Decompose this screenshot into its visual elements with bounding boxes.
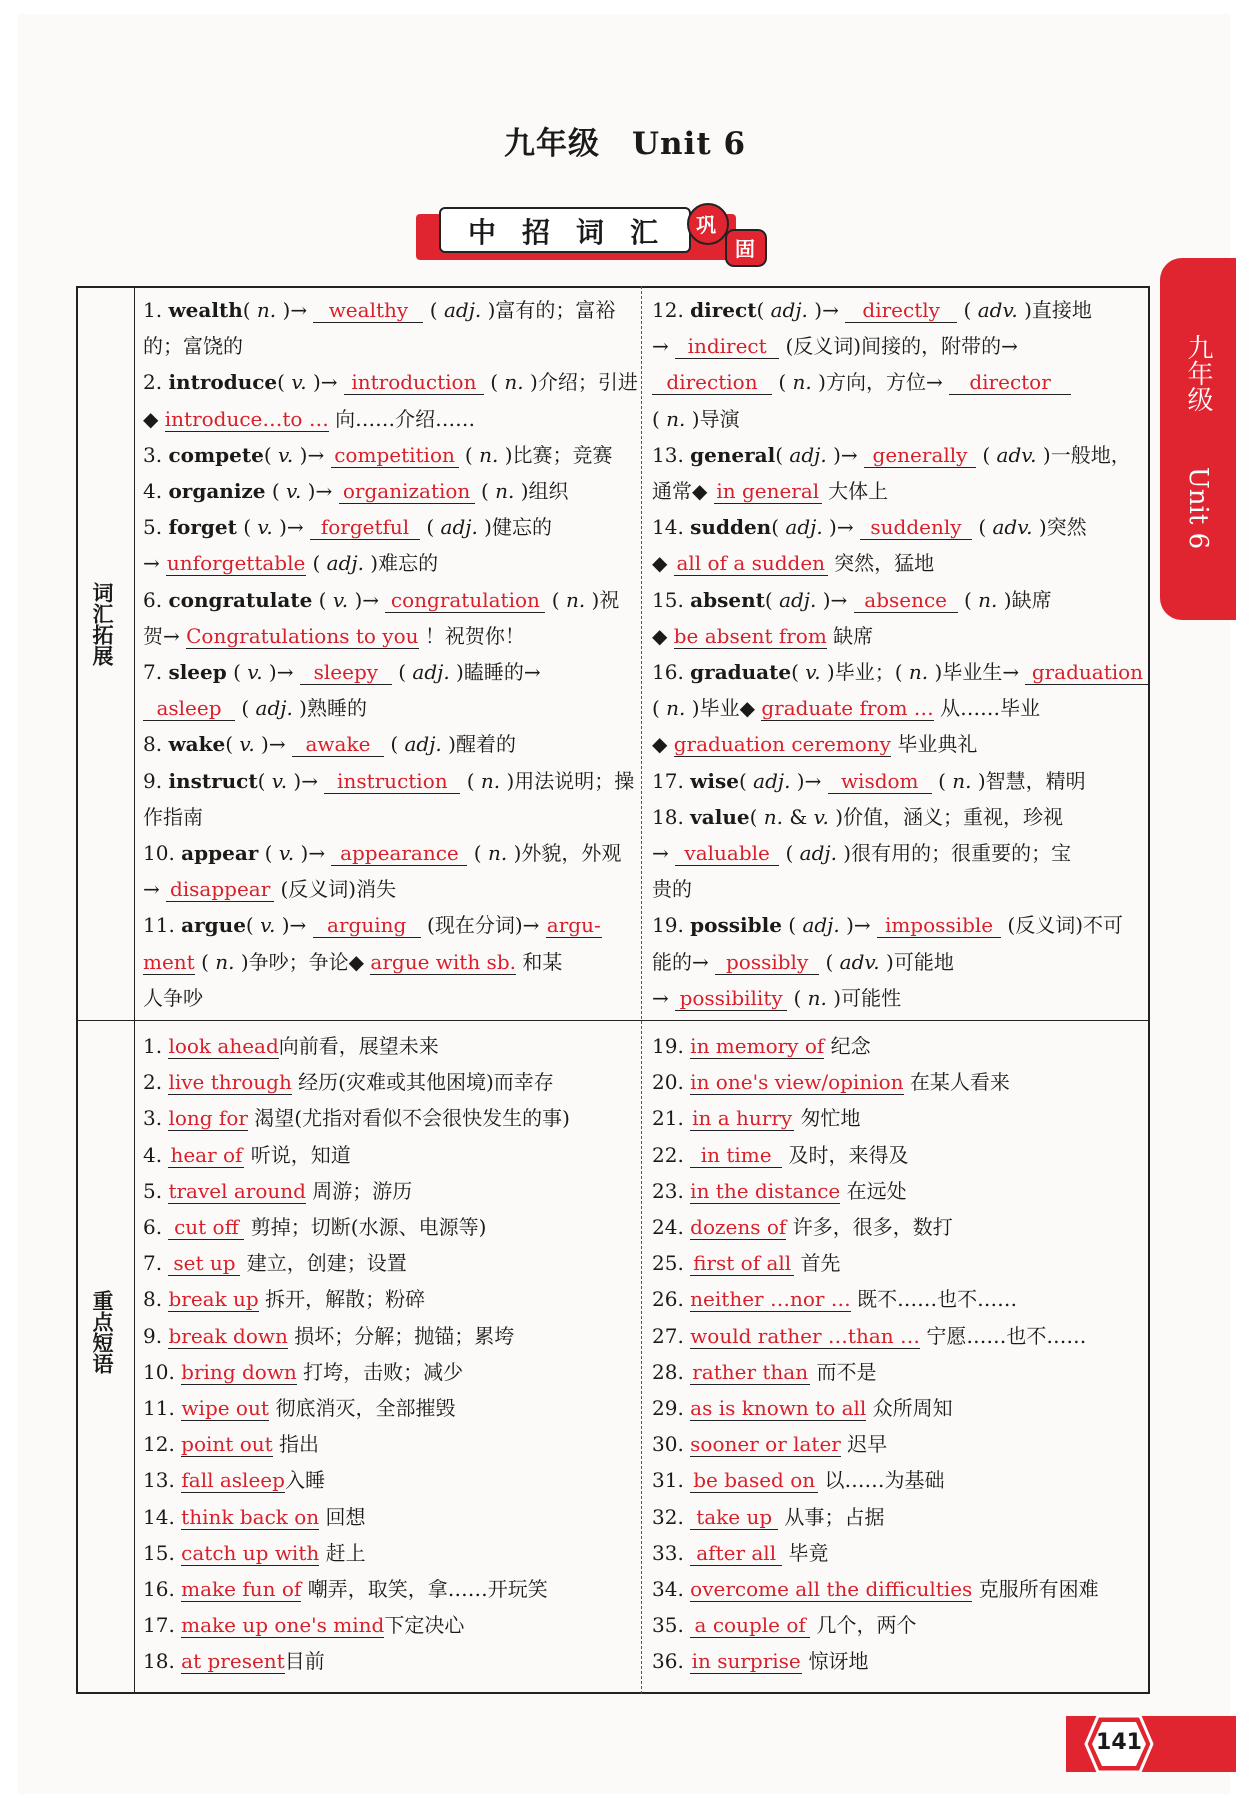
vocab-right-line: ( n. )毕业◆ graduate from … 从……毕业 [652, 696, 1041, 721]
phrases-right-line: 36. in surprise 惊讶地 [652, 1649, 869, 1674]
phrases-left-line: 16. make fun of 嘲弄，取笑，拿……开玩笑 [143, 1577, 548, 1602]
answer-blank: wealthy [313, 298, 423, 323]
phrases-left-line: 4. hear of 听说，知道 [143, 1142, 351, 1167]
answer-blank: direction [652, 370, 772, 395]
vocab-right-line: 12. direct( adj. )→ directly ( adv. )直接地 [652, 298, 1092, 322]
answer-blank: first of all [690, 1251, 794, 1276]
vocab-right-line: → valuable ( adj. )很有用的；很重要的；宝 [652, 841, 1072, 866]
answer-blank: absence [854, 588, 958, 613]
answer-blank: possibly [715, 950, 819, 975]
vocab-left-line: 3. compete( v. )→ competition ( n. )比赛；竞赛 [143, 442, 613, 467]
phrases-left-line: 8. break up 拆开，解散；粉碎 [143, 1287, 426, 1312]
phrases-left-line: 5. travel around 周游；游历 [143, 1178, 413, 1203]
side-tab-unit: Unit 6 [1183, 466, 1213, 550]
vocab-right-line: 19. possible ( adj. )→ impossible (反义词)不可 [652, 913, 1123, 938]
answer-blank: in a hurry [692, 1106, 793, 1131]
vocab-right-line: 18. value( n. & v. )价值，涵义；重视，珍视 [652, 804, 1064, 829]
phrases-left-line: 15. catch up with 赶上 [143, 1540, 366, 1565]
answer-blank: all of a sudden [674, 551, 828, 576]
phrases-right-line: 19. in memory of 纪念 [652, 1034, 871, 1058]
page-number-badge [1084, 1712, 1154, 1776]
vocab-left-list [143, 292, 638, 1016]
badge-char-1: 巩 [696, 213, 716, 237]
vocab-left-line: → unforgettable ( adj. )难忘的 [143, 551, 439, 576]
vocab-left-line: 的；富饶的 [143, 334, 243, 359]
answer-blank: valuable [675, 841, 779, 866]
answer-blank: director [949, 370, 1071, 395]
answer-blank: appearance [331, 841, 467, 866]
answer-blank: make up one's mind [181, 1613, 385, 1638]
answer-blank: break up [168, 1287, 259, 1312]
answer-blank: competition [331, 443, 459, 468]
phrases-left-list [143, 1028, 633, 1680]
answer-blank: break down [168, 1323, 288, 1348]
vocab-left-line: 贺→ Congratulations to you ！祝贺你！ [143, 623, 525, 648]
unit-side-tab [1160, 258, 1236, 620]
vocab-right-line: 17. wise( adj. )→ wisdom ( n. )智慧，精明 [652, 768, 1086, 793]
phrases-left-line: 12. point out 指出 [143, 1432, 320, 1457]
answer-blank: awake [292, 732, 384, 757]
vocab-right-line: ( n. )导演 [652, 406, 740, 431]
answer-blank: catch up with [181, 1540, 320, 1565]
vocab-left-line: 人争吵 [143, 985, 203, 1010]
answer-blank: graduation ceremony [673, 732, 891, 757]
vocab-right-line: ◆ all of a sudden 突然，猛地 [652, 551, 935, 576]
vocab-left-line: 5. forget ( v. )→ forgetful ( adj. )健忘的 [143, 515, 552, 540]
banner-char-4: 汇 [630, 216, 659, 249]
page-title: 九年级 Unit 6 [503, 126, 747, 162]
vocab-right-line: 通常◆ in general 大体上 [652, 479, 889, 504]
vocab-left-line: 7. sleep ( v. )→ sleepy ( adj. )瞌睡的→ [143, 660, 541, 685]
phrases-left-line: 18. at present目前 [143, 1649, 325, 1674]
phrases-left-line: 2. live through 经历(灾难或其他困境)而幸存 [143, 1070, 554, 1095]
phrases-left-line: 13. fall asleep入睡 [143, 1468, 326, 1493]
vocab-right-list [652, 292, 1142, 1016]
answer-blank: asleep [143, 696, 235, 721]
vocab-right-line: 13. general( adj. )→ generally ( adv. )一般地， [652, 442, 1131, 467]
answer-blank: in surprise [691, 1649, 801, 1674]
phrases-left-line: 17. make up one's mind下定决心 [143, 1613, 465, 1638]
phrases-right-line: 31. be based on 以……为基础 [652, 1468, 945, 1493]
answer-blank: graduate from … [761, 696, 934, 721]
vocab-left-line: 2. introduce( v. )→ introduction ( n. )介绍；引进 [143, 370, 638, 395]
column-divider [641, 286, 642, 1694]
answer-blank: travel around [168, 1178, 306, 1203]
vocab-left-line: 1. wealth( n. )→ wealthy ( adj. )富有的；富裕 [143, 298, 616, 322]
phrases-left-line: 9. break down 损坏；分解；抛锚；累垮 [143, 1323, 515, 1348]
answer-blank: rather than [690, 1360, 810, 1385]
page-number: 141 [1096, 1730, 1142, 1755]
answer-blank: hear of [170, 1142, 243, 1167]
vocab-right-line: direction ( n. )方向，方位→ director [652, 364, 1142, 400]
phrases-right-line: 26. neither …nor … 既不……也不…… [652, 1287, 1018, 1312]
badge-char-2: 固 [735, 237, 755, 261]
section-banner [410, 200, 790, 272]
phrases-right-line: 34. overcome all the difficulties 克服所有困难 [652, 1577, 1099, 1602]
vocab-right-line: → indirect (反义词)间接的，附带的→ [652, 334, 1018, 359]
answer-blank: be absent from [673, 623, 827, 648]
answer-blank: wipe out [181, 1396, 269, 1421]
answer-blank: introduction [344, 370, 484, 395]
vocab-left-line: → disappear (反义词)消失 [143, 877, 397, 902]
answer-blank: generally [864, 443, 976, 468]
answer-blank: graduation [1025, 660, 1149, 685]
answer-blank: organization [339, 479, 475, 504]
vocab-right-line: 16. graduate( v. )毕业；( n. )毕业生→ graduation [652, 654, 1142, 690]
answer-blank: in the distance [690, 1178, 841, 1203]
phrases-right-line: 21. in a hurry 匆忙地 [652, 1106, 861, 1131]
phrases-right-line: 28. rather than 而不是 [652, 1359, 877, 1384]
phrases-right-line: 29. as is known to all 众所周知 [652, 1396, 953, 1421]
phrases-right-line: 27. would rather …than … 宁愿……也不…… [652, 1323, 1087, 1348]
vocab-right-line: ◆ be absent from 缺席 [652, 623, 874, 648]
phrases-left-line: 10. bring down 打垮，击败；减少 [143, 1359, 464, 1384]
phrases-left-line: 14. think back on 回想 [143, 1504, 366, 1529]
answer-blank: unforgettable [166, 551, 306, 576]
answer-blank: ment [143, 949, 195, 974]
banner-char-2: 招 [522, 216, 551, 249]
vocab-left-line: 9. instruct( v. )→ instruction ( n. )用法说明；操 [143, 768, 635, 793]
answer-blank: would rather …than … [690, 1323, 921, 1348]
answer-blank: fall asleep [181, 1468, 285, 1493]
answer-blank: arguing [313, 913, 421, 938]
section-label-phrases: 重点短语 [90, 1290, 114, 1374]
answer-blank: at present [181, 1649, 285, 1674]
answer-blank: think back on [181, 1504, 320, 1529]
answer-blank: disappear [166, 877, 274, 902]
vocab-right-line: 15. absent( adj. )→ absence ( n. )缺席 [652, 587, 1052, 612]
vocab-left-line: 8. wake( v. )→ awake ( adj. )醒着的 [143, 732, 516, 757]
answer-blank: take up [690, 1505, 778, 1530]
phrases-left-line: 7. set up 建立，创建；设置 [143, 1251, 407, 1276]
vocab-right-line: ◆ graduation ceremony 毕业典礼 [652, 732, 978, 757]
banner-char-1: 中 [468, 216, 497, 249]
vocab-right-line: 能的→ possibly ( adv. )可能地 [652, 949, 954, 974]
phrases-right-line: 25. first of all 首先 [652, 1251, 841, 1276]
banner-char-3: 词 [576, 216, 605, 249]
answer-blank: in time [690, 1143, 782, 1168]
vocab-left-line: asleep ( adj. )熟睡的 [143, 690, 633, 726]
phrases-left-line: 11. wipe out 彻底消灭，全部摧毁 [143, 1396, 456, 1421]
answer-blank: as is known to all [690, 1396, 867, 1421]
vocab-left-line: 6. congratulate ( v. )→ congratulation ( n. )祝 [143, 587, 620, 612]
answer-blank: sleepy [300, 660, 392, 685]
answer-blank: suddenly [860, 515, 972, 540]
vocab-left-line: ◆ introduce…to … 向……介绍…… [143, 406, 476, 431]
side-tab-unit-wrap [1160, 448, 1236, 598]
vocab-left-line: 11. argue( v. )→ arguing (现在分词)→ argu- [143, 913, 601, 938]
answer-blank: look ahead [168, 1034, 279, 1058]
vocab-right-line: 14. sudden( adj. )→ suddenly ( adv. )突然 [652, 515, 1087, 540]
vocab-left-line: ment ( n. )争吵；争论◆ argue with sb. 和某 [143, 949, 563, 974]
answer-blank: in one's view/opinion [690, 1070, 904, 1095]
phrases-right-line: 33. after all 毕竟 [652, 1540, 829, 1565]
phrases-left-line: 3. long for 渴望(尤指对看似不会很快发生的事) [143, 1106, 570, 1131]
answer-blank: argu- [546, 913, 601, 938]
answer-blank: neither …nor … [690, 1287, 851, 1312]
phrases-right-list [652, 1028, 1142, 1680]
vocab-right-line: → possibility ( n. )可能性 [652, 985, 902, 1010]
phrases-right-line: 23. in the distance 在远处 [652, 1178, 907, 1203]
answer-blank: congratulation [385, 588, 545, 613]
phrases-right-line: 24. dozens of 许多，很多，数打 [652, 1215, 953, 1240]
answer-blank: after all [690, 1541, 782, 1566]
answer-blank: impossible [877, 913, 1001, 938]
answer-blank: possibility [675, 986, 787, 1011]
answer-blank: a couple of [690, 1613, 810, 1638]
vocab-left-line: 作指南 [143, 804, 203, 829]
phrases-right-line: 22. in time 及时，来得及 [652, 1142, 909, 1167]
answer-blank: set up [168, 1251, 240, 1276]
answer-blank: Congratulations to you [186, 623, 419, 648]
phrases-right-line: 35. a couple of 几个，两个 [652, 1613, 917, 1638]
answer-blank: wisdom [828, 769, 932, 794]
answer-blank: long for [168, 1106, 248, 1131]
answer-blank: make fun of [181, 1577, 302, 1602]
vocab-right-line: 贵的 [652, 877, 692, 902]
answer-blank: introduce…to … [164, 406, 329, 431]
answer-blank: forgetful [310, 515, 420, 540]
answer-blank: in memory of [690, 1034, 825, 1058]
answer-blank: be based on [690, 1468, 818, 1493]
answer-blank: dozens of [690, 1215, 787, 1240]
phrases-right-line: 30. sooner or later 迟早 [652, 1432, 888, 1457]
answer-blank: indirect [675, 334, 779, 359]
answer-blank: bring down [181, 1359, 297, 1384]
answer-blank: cut off [168, 1215, 244, 1240]
answer-blank: live through [168, 1070, 292, 1095]
answer-blank: point out [181, 1432, 273, 1457]
vocab-left-line: 4. organize ( v. )→ organization ( n. )组织 [143, 479, 569, 504]
phrases-right-line: 20. in one's view/opinion 在某人看来 [652, 1070, 1010, 1095]
answer-blank: sooner or later [690, 1432, 841, 1457]
vocab-left-line: 10. appear ( v. )→ appearance ( n. )外貌，外观 [143, 841, 622, 866]
section-divider [76, 1020, 1150, 1021]
answer-blank: overcome all the difficulties [690, 1577, 973, 1602]
section-label-vocab: 词汇拓展 [90, 582, 114, 666]
answer-blank: in general [714, 479, 822, 504]
phrases-left-line: 6. cut off 剪掉；切断(水源、电源等) [143, 1215, 487, 1240]
phrases-left-line: 1. look ahead向前看，展望未来 [143, 1034, 439, 1058]
answer-blank: argue with sb. [370, 949, 516, 974]
answer-blank: instruction [324, 769, 460, 794]
phrases-right-line: 32. take up 从事；占据 [652, 1504, 885, 1529]
answer-blank: directly [845, 298, 957, 323]
category-divider [134, 286, 135, 1694]
side-tab-grade: 九年级 [1183, 334, 1213, 412]
